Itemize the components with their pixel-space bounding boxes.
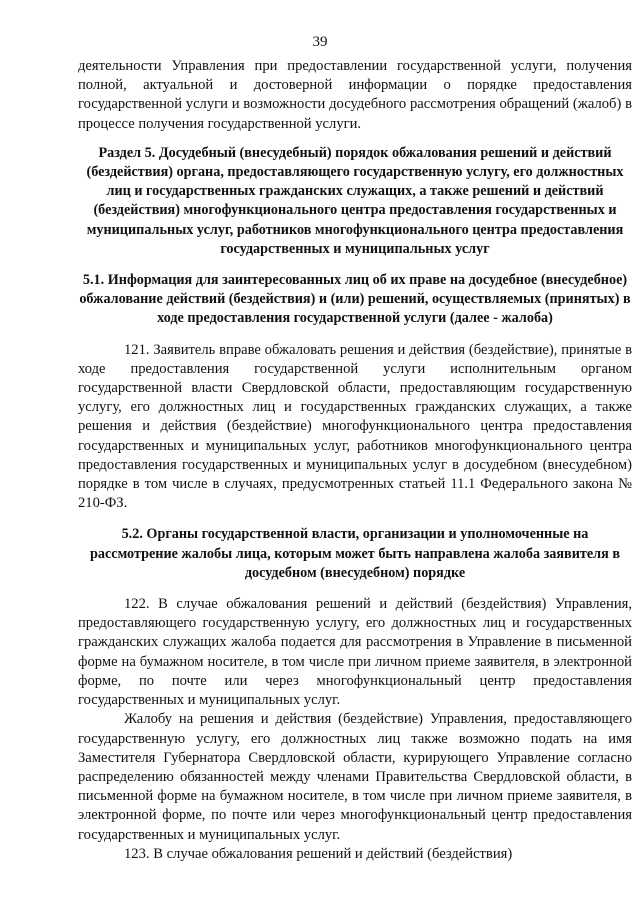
page-number: 39 <box>312 34 328 50</box>
paragraph-123: 123. В случае обжалования решений и действий (бездействия) <box>124 845 513 862</box>
section-5-heading: Раздел 5. Досудебный (внесудебный) порядок обжалования решений и действий (бездействия) органа, предоставляющего государственную услугу, его должностных лиц и государственных гражданских служащих, а также решений и действий (бездействия) многофункционального центра предоставления государственных и муниципальных услуг, работников многофункционального центра предоставления государственных и муниципальных услуг <box>86 144 624 257</box>
subsection-5-2-heading: 5.2. Органы государственной власти, организации и уполномоченные на рассмотрение жалобы лица, которым может быть направлена жалоба заявителя в досудебном (внесудебном) порядке <box>89 526 621 581</box>
subsection-5-1-heading: 5.1. Информация для заинтересованных лиц об их праве на досудебное (внесудебное) обжалование действий (бездействия) и (или) решений, осуществляемых (принятых) в ходе предоставления государственной услуги (далее - жалоба) <box>79 272 631 327</box>
paragraph-122-continued: Жалобу на решения и действия (бездействие) Управления, предоставляющего государственную услугу, его должностных лиц также возможно подать на имя Заместителя Губернатора Свердловской области, курирующего Управление согласно распределению обязанностей между членами Правительства Свердловской области, в письменной форме на бумажном носителе, в том числе при личном приеме заявителя, в электронной форме, по почте или через многофункциональный центр предоставления государственных и муниципальных услуг. <box>78 711 632 843</box>
document-body <box>78 57 632 864</box>
paragraph-122: 122. В случае обжалования решений и действий (бездействия) Управления, предоставляющего государственную услугу, его должностных лиц и государственных гражданских служащих жалоба подается для рассмотрения в Управление в письменной форме на бумажном носителе, в том числе при личном приеме заявителя, в электронной форме, по почте или через многофункциональный центр предоставления государственных и муниципальных услуг. <box>78 596 632 709</box>
paragraph-121: 121. Заявитель вправе обжаловать решения и действия (бездействие), принятые в ходе предоставления государственной услуги исполнительным органом государственной власти Свердловской области, предоставляющим государственную услугу, его должностных лиц и государственных гражданских служащих, а также решения и действия (бездействие) многофункционального центра предоставления государственных и муниципальных услуг, работников многофункционального центра предоставления государственных и муниципальных услуг в досудебном (внесудебном) порядке в том числе в случаях, предусмотренных статьей 11.1 Федерального закона № 210-ФЗ. <box>78 341 632 512</box>
intro-paragraph: деятельности Управления при предоставлении государственной услуги, получения полной, актуальной и достоверной информации о порядке предоставления государственной услуги и возможности досудебного рассмотрения обращений (жалоб) в процессе получения государственной услуги. <box>78 58 632 132</box>
